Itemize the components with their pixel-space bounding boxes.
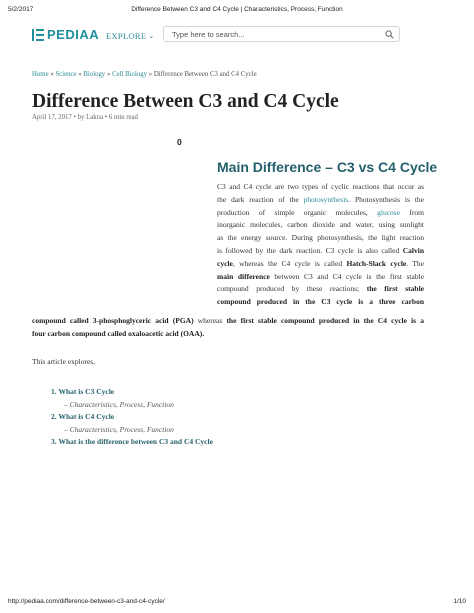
chevron-down-icon: ⌄ (148, 32, 155, 40)
paragraph-line: compound produced by these reactions; the first stable (217, 284, 424, 294)
toc-link-difference[interactable]: What is the difference between C3 and C4 Cycle (58, 437, 213, 446)
breadcrumb-separator: » (78, 71, 82, 78)
toc-subtitle: – Characteristics, Process, Function (64, 399, 174, 409)
article-meta: April 17, 2017 • by Lakna • 6 min read (32, 114, 138, 121)
toc-link-c3[interactable]: What is C3 Cycle (58, 387, 115, 396)
section-heading: Main Difference – C3 vs C4 Cycle (217, 159, 438, 175)
toc-link-c4[interactable]: What is C4 Cycle (58, 412, 115, 421)
print-footer (8, 598, 466, 608)
paragraph-line: the dark reaction of the photosynthesis. Photosynthesis is the (217, 194, 424, 204)
photosynthesis-link[interactable]: photosynthesis (303, 194, 349, 204)
glucose-link[interactable]: glucose (377, 207, 401, 217)
breadcrumb-separator: » (107, 71, 111, 78)
toc-item: 3. What is the difference between C3 and C4 Cycle (51, 437, 213, 446)
breadcrumb-cell-biology[interactable]: Cell Biology (112, 71, 148, 78)
paragraph-line: four carbon compound called oxaloacetic acid (OAA). (32, 328, 205, 338)
share-count: 0 (177, 137, 182, 147)
paragraph-line: inorganic molecules, carbon dioxide and water, using sunlight (217, 220, 424, 230)
search-icon[interactable] (385, 30, 394, 39)
paragraph-line: cycle, whereas the C4 cycle is called Hatch-Slack cycle. The (217, 258, 424, 268)
pediaa-logo-icon (32, 29, 44, 41)
breadcrumb (32, 71, 257, 78)
breadcrumb-current: Difference Between C3 and C4 Cycle (153, 71, 257, 78)
print-url: http://pediaa.com/difference-between-c3-and-c4-cycle/ (8, 598, 165, 605)
search-input[interactable] (172, 30, 372, 39)
paragraph-line: main difference between C3 and C4 cycle is the first stable (217, 271, 424, 281)
breadcrumb-separator: » (50, 71, 54, 78)
article-image (40, 160, 208, 312)
paragraph-line: C3 and C4 cycle are two types of cyclic reactions that occur as (217, 182, 424, 191)
breadcrumb-home[interactable]: Home (32, 71, 49, 78)
page-title: Difference Between C3 and C4 Cycle (32, 91, 339, 112)
explores-text: This article explores, (32, 357, 96, 366)
toc-subtitle: – Characteristics, Process, Function (64, 424, 174, 434)
page-number: 1/10 (453, 598, 466, 605)
table-of-contents (51, 386, 213, 449)
print-title: Difference Between C3 and C4 Cycle | Characteristics, Process, Function (131, 6, 343, 13)
toc-item: 2. What is C4 Cycle (51, 412, 115, 421)
paragraph-line: production of simple organic molecules, glucose from (217, 207, 424, 217)
logo-text: PEDIAA (47, 27, 100, 42)
breadcrumb-biology[interactable]: Biology (83, 71, 106, 78)
breadcrumb-separator: » (148, 71, 153, 78)
site-logo[interactable] (32, 29, 99, 41)
intro-paragraph-continued (32, 315, 424, 341)
print-date: 5/2/2017 (8, 6, 34, 13)
breadcrumb-science[interactable]: Science (55, 71, 77, 78)
search-box (163, 26, 400, 42)
print-header (8, 6, 466, 16)
paragraph-line: compound called 3-phosphoglyceric acid (PGA) whereas the first stable compound produced in the C4 cycle is a (32, 316, 424, 325)
explore-label: EXPLORE (106, 31, 147, 41)
toc-item: 1. What is C3 Cycle (51, 387, 115, 396)
site-header (32, 26, 368, 46)
explore-menu-button[interactable] (106, 31, 155, 41)
paragraph-line: compound produced in the C3 cycle is a three carbon (217, 297, 424, 307)
paragraph-line: as the energy source. During photosynthesis, the light reaction (217, 233, 424, 243)
paragraph-line: is followed by the dark reaction. C3 cycle is also called Calvin (217, 245, 424, 255)
intro-paragraph (217, 181, 424, 309)
